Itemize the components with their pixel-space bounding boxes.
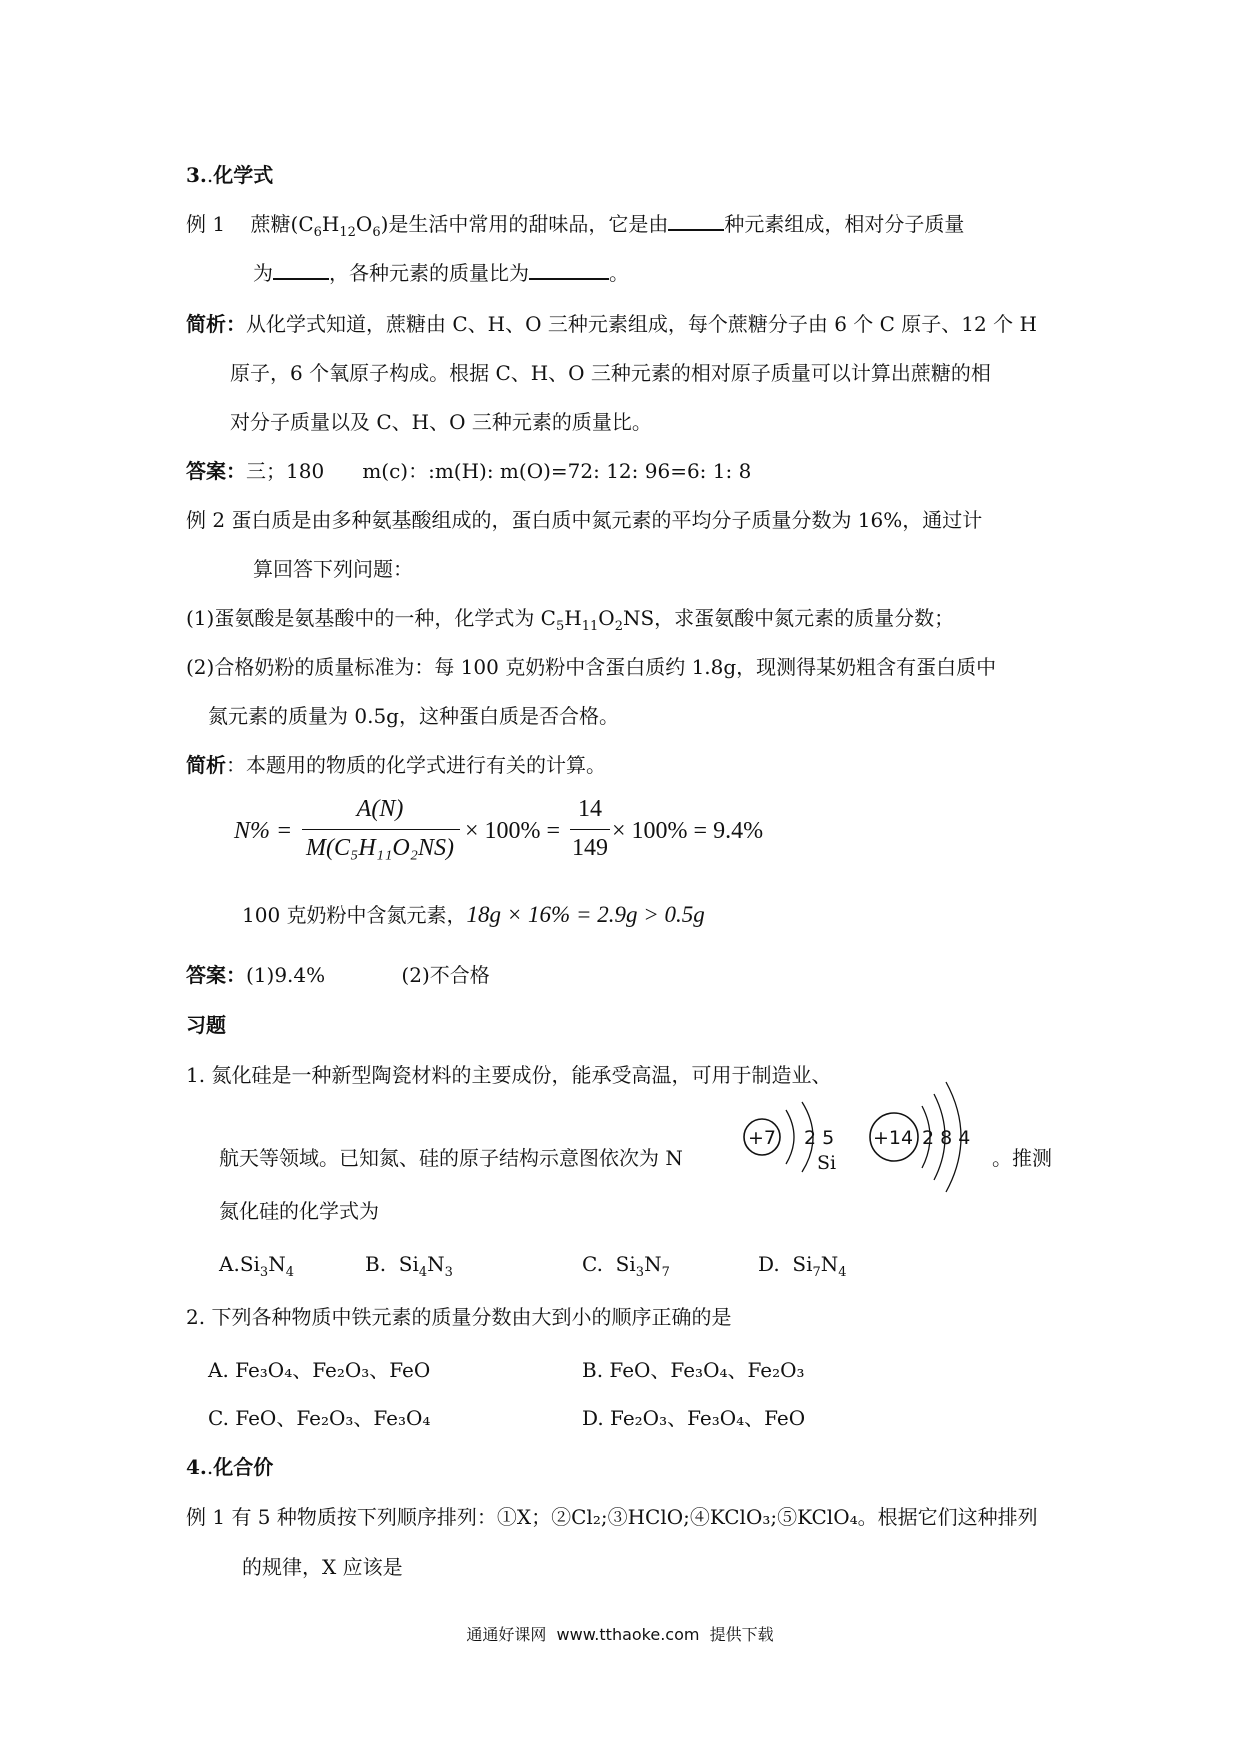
question-1: (1)蛋氨酸是氨基酸中的一种，化学式为 $C_5H_{11}O_2NS$，求蛋氨酸中氮元素的质量分数； xyxy=(186,606,955,634)
answer-blank-3 xyxy=(529,260,609,280)
problem-2-option-c: C. FeO、Fe₂O₃、Fe₃O₄ xyxy=(208,1406,431,1430)
example-2-line-1: 例 2 蛋白质是由多种氨基酸组成的，蛋白质中氮元素的平均分子质量分数为 16%，通过计 xyxy=(186,508,983,532)
silicon-label: Si xyxy=(817,1152,837,1174)
exercises-heading: 习题 xyxy=(186,1013,226,1037)
problem-1-option-b: B. $Si_4N_3$ xyxy=(365,1252,453,1280)
section-4-example-1-line-1: 例 1 有 5 种物质按下列顺序排列：①X；②Cl₂;③HClO;④KClO₃;⑤KClO₄。根据它们这种排列 xyxy=(186,1505,1038,1529)
formula-denominator-2: 149 xyxy=(572,835,608,861)
section-3-title: 3..化学式 xyxy=(186,163,274,187)
problem-1-line-1: 1. 氮化硅是一种新型陶瓷材料的主要成份，能承受高温，可用于制造业、 xyxy=(186,1063,832,1087)
nitrogen-nucleus-charge: +7 xyxy=(747,1127,777,1149)
section-4-example-1-line-2: 的规律，X 应该是 xyxy=(242,1555,403,1579)
silicon-shell-electrons: 2 8 4 xyxy=(922,1127,971,1149)
problem-2-option-a: A. Fe₃O₄、Fe₂O₃、FeO xyxy=(208,1358,431,1382)
nitrogen-shell-electrons: 2 5 xyxy=(804,1127,835,1149)
problem-1-line-2-end: 。推测 xyxy=(992,1146,1052,1170)
answer-2: 答案：(1)9.4% (2)不合格 xyxy=(186,963,490,987)
example-1-line-2: 为 ，各种元素的质量比为 。 xyxy=(253,261,629,285)
fraction-bar-1 xyxy=(302,829,460,830)
problem-1-line-3: 氮化硅的化学式为 xyxy=(219,1199,379,1223)
silicon-atom-diagram xyxy=(870,1082,970,1192)
page-footer: 通通好课网 www.tthaoke.com 提供下载 xyxy=(466,1625,774,1644)
answer-blank-1 xyxy=(668,211,724,231)
problem-2-option-d: D. Fe₂O₃、Fe₃O₄、FeO xyxy=(582,1406,806,1430)
problem-1-option-d: D. $Si_7N_4$ xyxy=(758,1252,847,1280)
fraction-bar-2 xyxy=(570,829,610,830)
problem-2-option-b: B. FeO、Fe₃O₄、Fe₂O₃ xyxy=(582,1358,805,1382)
analysis-2: 简析：本题用的物质的化学式进行有关的计算。 xyxy=(186,753,606,777)
atom-structure-diagrams xyxy=(740,1072,990,1202)
analysis-1-line-1: 简析：从化学式知道，蔗糖由 C、H、O 三种元素组成，每个蔗糖分子由 6 个 C 原子、12 个 H xyxy=(186,312,1037,336)
nitrogen-atom-diagram xyxy=(744,1102,836,1174)
problem-1-line-2: 航天等领域。已知氮、硅的原子结构示意图依次为 N xyxy=(219,1146,683,1170)
nitrogen-shell-1 xyxy=(786,1110,794,1164)
silicon-nucleus-charge: +14 xyxy=(872,1127,914,1149)
problem-1-option-a: $A.Si_3N_4$ xyxy=(219,1252,294,1280)
calculation-line: 100 克奶粉中含氮元素，18g × 16% = 2.9g > 0.5g xyxy=(242,902,705,927)
question-2-line-1: (2)合格奶粉的质量标准为：每 100 克奶粉中含蛋白质约 1.8g，现测得某奶粗含有蛋白质中 xyxy=(186,655,997,679)
formula-lhs: N% = xyxy=(234,818,293,844)
analysis-1-line-3: 对分子质量以及 C、H、O 三种元素的质量比。 xyxy=(230,410,652,434)
problem-2: 2. 下列各种物质中铁元素的质量分数由大到小的顺序正确的是 xyxy=(186,1305,732,1329)
formula-numerator-2: 14 xyxy=(578,796,602,822)
question-2-line-2: 氮元素的质量为 0.5g，这种蛋白质是否合格。 xyxy=(208,704,619,728)
formula-mid: × 100% = xyxy=(465,818,561,844)
analysis-1-line-2: 原子，6 个氧原子构成。根据 C、H、O 三种元素的相对原子质量可以计算出蔗糖的相 xyxy=(230,361,991,385)
formula-denominator-1: M(C₅H₁₁O₂NS) xyxy=(305,835,455,861)
answer-blank-2 xyxy=(273,260,329,280)
example-2-line-2: 算回答下列问题： xyxy=(253,557,413,581)
answer-1: 答案：三；180 m(c)：:m(H): m(O)=72: 12: 96=6: 1: 8 xyxy=(186,459,752,483)
section-4-title: 4..化合价 xyxy=(186,1455,274,1479)
formula-rhs: × 100% = 9.4% xyxy=(612,818,764,844)
problem-1-option-c: C. $Si_3N_7$ xyxy=(582,1252,670,1280)
example-1-line-1: 例 1 蔗糖$(C_6H_{12}O_6)$是生活中常用的甜味品，它是由 种元素组成，相对分子质量 xyxy=(186,212,965,240)
formula-numerator-1: A(N) xyxy=(356,796,404,822)
